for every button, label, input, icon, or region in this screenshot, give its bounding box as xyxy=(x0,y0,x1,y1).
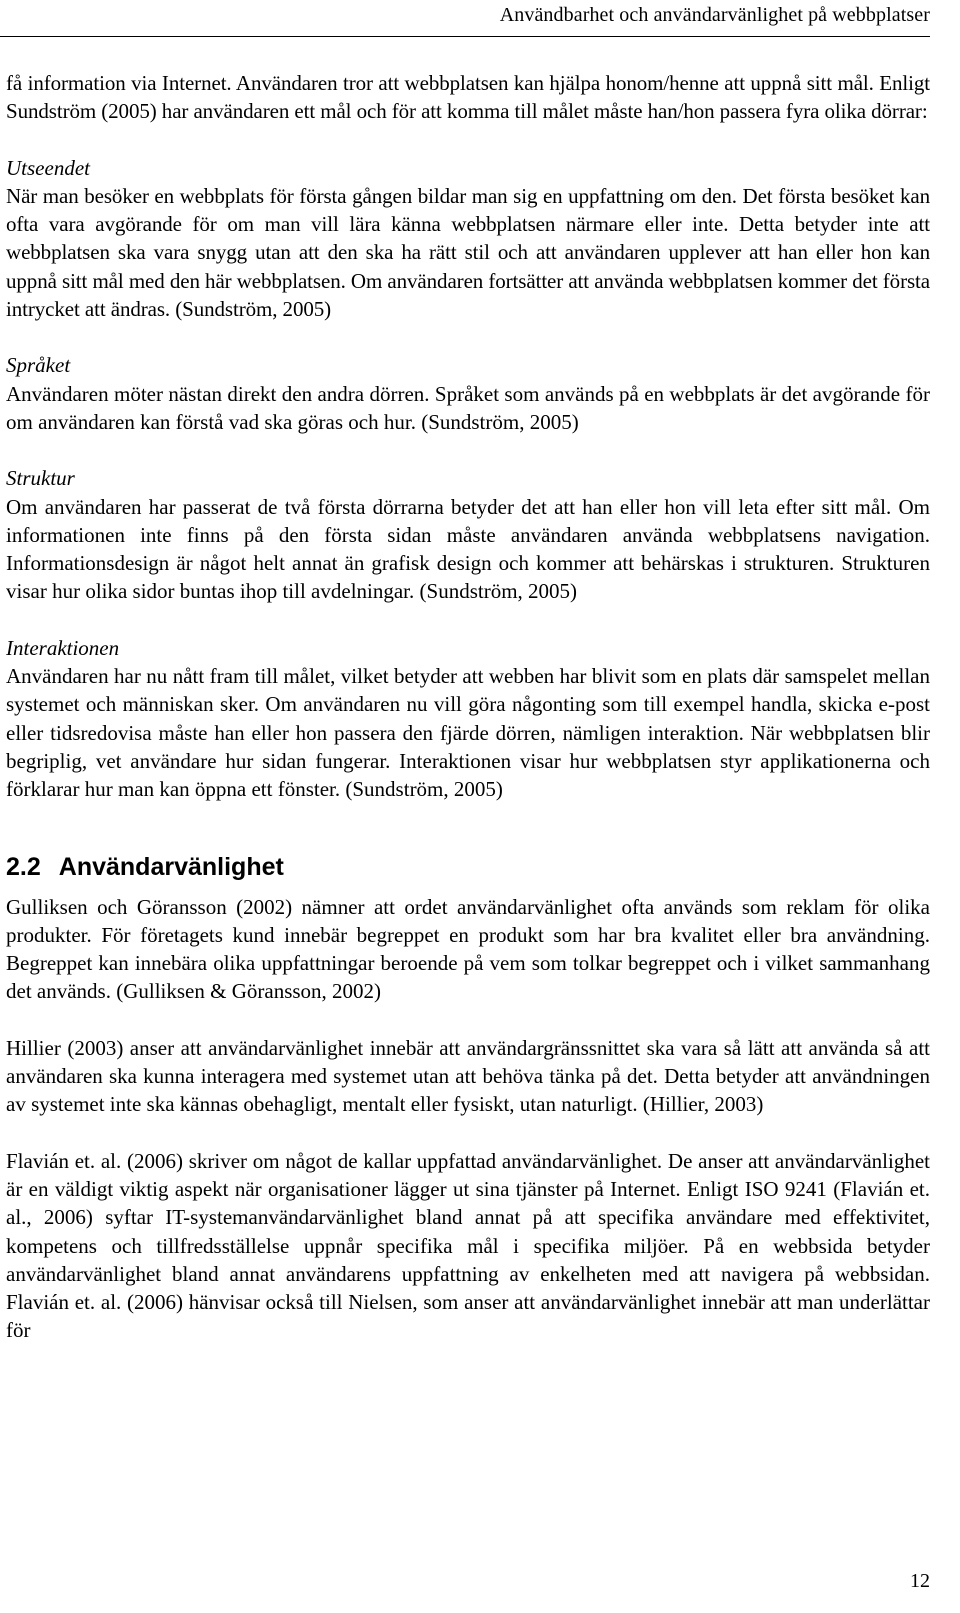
section-heading xyxy=(6,851,930,883)
running-header xyxy=(0,0,930,37)
section-title: Användarvänlighet xyxy=(58,852,284,881)
spacer xyxy=(6,1006,930,1034)
section-paragraph-3: Flavián et. al. (2006) skriver om något de kallar uppfattad användarvänlighet. De anser att användarvänlighet är en väldigt viktig aspekt när organisationer lägger ut sina tjänster på Internet. Enligt ISO 9241 (Flavián et. al., 2006) syftar IT-systemanvändarvänlighet bland annat på att specifika användare med effektivitet, kompetens och tillfredsställelse uppnår specifika mål i specifika miljöer. På en webbsida betyder användarvänlighet bland annat användarens uppfattning av enkelheten med att navigera på webbsidan. Flavián et. al. (2006) hänvisar också till Nielsen, som anser att användarvänlighet innebär att man underlättar för xyxy=(6,1148,930,1343)
running-title: Användbarhet och användarvänlighet på webbplatser xyxy=(499,4,930,26)
section-paragraph-1: Gulliksen och Göransson (2002) nämner att ordet användarvänlighet ofta används som reklam för olika produkter. För företagets kund innebär begreppet en produkt som har bra kvalitet eller bra användning. Begreppet kan innebära olika uppfattningar beroende på vem som tolkar begreppet och i vilket sammanhang det används. (Gulliksen & Göransson, 2002) xyxy=(6,894,930,1004)
spacer xyxy=(6,436,930,464)
door-title-struktur: Struktur xyxy=(6,466,75,491)
section-number: 2.2 xyxy=(6,852,41,881)
page-number: 12 xyxy=(910,1570,930,1592)
door-block-spraket xyxy=(6,351,930,436)
door-block-utseendet xyxy=(6,154,930,324)
door-text-interaktionen: Användaren har nu nått fram till målet, vilket betyder att webben har blivit som en plats där samspelet mellan systemet och människan sker. Om användaren nu vill göra någonting som till exempel handla, skicka e-post eller tidsredovisa måste han eller hon passera den fjärde dörren, nämligen interaktion. När webbplatsen blir begriplig, vet användare hur sidan fungerar. Interaktionen visar hur webbplatsen styr applikationerna och förklarar hur man kan öppna ett fönster. (Sundström, 2005) xyxy=(6,664,930,802)
spacer xyxy=(6,126,930,154)
door-title-utseendet: Utseendet xyxy=(6,155,90,180)
section-paragraph-2: Hillier (2003) anser att användarvänlighet innebär att användargränssnittet ska vara så lätt att använda så att användaren ska kunna interagera med systemet utan att behöva tänka på det. Detta betyder att användningen av systemet inte ska kännas obehagligt, mentalt eller fysiskt, utan naturligt. (Hillier, 2003) xyxy=(6,1035,930,1117)
page-body xyxy=(6,69,930,1345)
intro-paragraph: få information via Internet. Användaren tror att webbplatsen kan hjälpa honom/henne att uppnå sitt mål. Enligt Sundström (2005) har användaren ett mål och för att komma till målet måste han/hon passera fyra olika dörrar: xyxy=(6,71,930,124)
door-block-struktur xyxy=(6,464,930,605)
door-block-interaktionen xyxy=(6,634,930,804)
door-text-utseendet: När man besöker en webbplats för första gången bildar man sig en uppfattning om den. Det första besöket kan ofta vara avgörande för om man vill lära känna webbplatsen närmare eller inte. Detta betyder inte att webbplatsen ska vara snygg utan att den ska ha rätt stil och att användaren upplever att han eller hon kan uppnå sitt mål med den här webbplatsen. Om användaren fortsätter att använda webbplatsen kommer det första intrycket att ändras. (Sundström, 2005) xyxy=(6,183,930,322)
door-title-spraket: Språket xyxy=(6,353,71,378)
spacer xyxy=(6,323,930,351)
spacer xyxy=(6,804,930,851)
spacer xyxy=(6,606,930,634)
door-title-interaktionen: Interaktionen xyxy=(6,635,120,660)
spacer xyxy=(6,1119,930,1147)
door-text-struktur: Om användaren har passerat de två första dörrarna betyder det att han eller hon vill leta efter sitt mål. Om informationen inte finns på den första sidan måste användaren använda webbplatsens navigation. Informationsdesign är något helt annat än grafisk design och kommer att behärskas i strukturen. Strukturen visar hur olika sidor buntas ihop till avdelningar. (Sundström, 2005) xyxy=(6,494,930,604)
door-text-spraket: Användaren möter nästan direkt den andra dörren. Språket som används på en webbplats är det avgörande för om användaren kan förstå vad ska göras och hur. (Sundström, 2005) xyxy=(6,381,930,434)
